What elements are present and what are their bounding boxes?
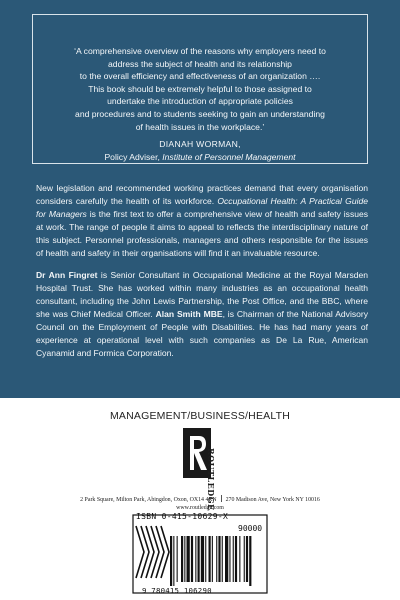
barcode-bar	[233, 536, 234, 582]
barcode-bar	[222, 536, 223, 582]
address-separator	[221, 495, 222, 502]
quote-line: ‘A comprehensive overview of the reasons why employers need to	[74, 46, 326, 56]
p1-text-b: is the first text to offer a comprehensive view of health and safety issues at work. The range of people it aims to appeal to reflects the interdisciplinary nature of this subject. Personnel professionals, managers and others responsible for the issues of health and safety in their organisations will find it an invaluable resource.	[36, 209, 368, 258]
role-organization: Institute of Personnel Management	[162, 151, 296, 162]
barcode-bar	[239, 536, 240, 582]
quote-author-role	[39, 151, 361, 164]
isbn-barcode-block	[130, 512, 270, 596]
quote-author: DIANAH WORMAN,	[159, 139, 241, 150]
bio-text-a: is Senior Consultant in Occupational Medicine at the Royal Marsden Hospital Trust. She has worked within many industries as an occupational health consultant, including the John Lewis Partnership, the Post Office, and the BBC, where she was Chief Medical Officer.	[36, 270, 368, 319]
bio-text-b: , is Chairman of the National Advisory Council on the Employment of People with Disabilities. He has had many years of experience at operational level with such companies as De La Rue, American Cyanamid and Formica Corporation.	[36, 309, 368, 358]
book-description	[36, 182, 368, 369]
barcode-bar	[246, 536, 248, 582]
barcode-bar	[225, 536, 228, 582]
p1-text-a: New legislation and recommended working practices demand that every organisation considers carefully the health of its workforce.	[36, 183, 368, 206]
barcode-bar	[249, 536, 251, 586]
barcode-bar	[205, 536, 206, 582]
book-title: Occupational Health: A Practical Guide for Managers	[36, 196, 368, 219]
barcode-bar	[212, 536, 213, 582]
subject-categories: MANAGEMENT/BUSINESS/HEALTH	[109, 410, 291, 422]
barcode-bar	[181, 536, 183, 582]
isbn-label: ISBN 0-415-10629-X	[136, 512, 229, 521]
barcode-bar	[173, 536, 174, 586]
author-name-1: Dr Ann Fingret	[36, 270, 98, 280]
quote-line: undertake the introduction of appropriate policies	[107, 96, 293, 107]
address-us: 270 Madison Ave, New York NY 10016	[225, 497, 320, 503]
publisher-website: www.routledge.com	[176, 505, 224, 511]
quote-line: to the overall efficiency and effectiveness of an organization ….	[79, 71, 321, 82]
barcode-bar	[244, 536, 245, 582]
publisher-addresses	[0, 495, 400, 503]
barcode-bar	[187, 536, 190, 582]
barcode-bar	[198, 536, 200, 582]
barcode-bar	[216, 536, 217, 582]
role-prefix: Policy Adviser,	[104, 151, 163, 162]
barcode-bar	[191, 536, 193, 582]
barcode-bar	[209, 536, 211, 582]
quote-text	[39, 45, 361, 133]
barcode-bar	[195, 536, 196, 582]
price-code: 90000	[238, 524, 263, 533]
barcode-bar	[201, 536, 204, 582]
barcode-bar	[235, 536, 237, 582]
quote-line: address the subject of health and its relationship	[108, 58, 292, 69]
description-paragraph-1	[36, 182, 368, 260]
barcode-number: 9 780415 106290	[142, 586, 212, 595]
quote-line: of health issues in the workplace.’	[135, 121, 265, 132]
quote-line: This book should be extremely helpful to those assigned to	[88, 83, 312, 94]
barcode-bar	[229, 536, 230, 582]
barcode-bar	[184, 536, 185, 582]
author-name-2: Alan Smith MBE	[155, 309, 223, 319]
barcode-bar	[177, 536, 178, 582]
quote-line: and procedures and to students seeking to gain an understanding	[75, 108, 325, 119]
author-bios	[36, 269, 368, 360]
barcode-bar	[170, 536, 172, 586]
barcode-bar	[218, 536, 220, 582]
address-uk: 2 Park Square, Milton Park, Abingdon, Oxon, OX14 4RN	[80, 497, 217, 503]
quote-box	[32, 14, 368, 164]
